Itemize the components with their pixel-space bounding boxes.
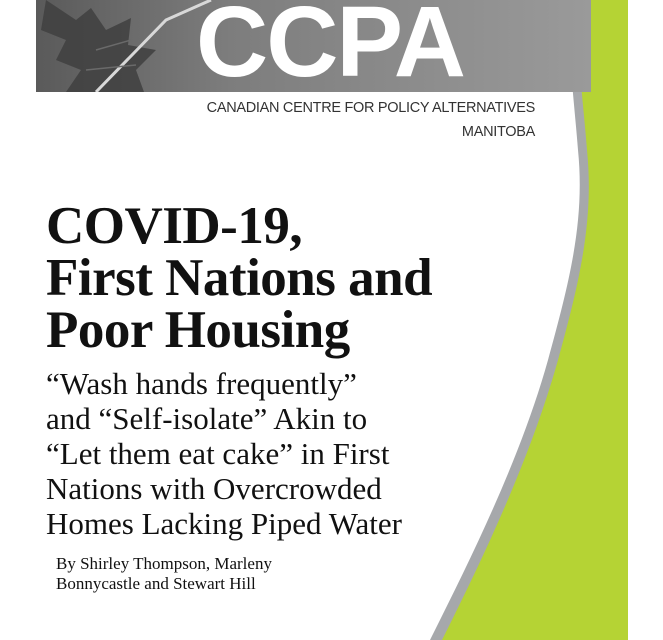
subtitle-line: Homes Lacking Piped Water <box>46 506 402 541</box>
header-banner <box>36 0 591 92</box>
org-name: CANADIAN CENTRE FOR POLICY ALTERNATIVES <box>206 100 535 116</box>
title-line: COVID-19, <box>46 197 303 255</box>
report-title <box>46 197 516 359</box>
right-margin <box>628 0 663 640</box>
author-line: Bonnycastle and Stewart Hill <box>56 574 256 593</box>
subtitle-line: Nations with Overcrowded <box>46 471 382 506</box>
logo-wordmark: CCPA <box>196 0 464 92</box>
subtitle-line: “Let them eat cake” in First <box>46 436 390 471</box>
title-line: First Nations and <box>46 249 433 307</box>
org-region: MANITOBA <box>461 124 535 140</box>
subtitle-line: “Wash hands frequently” <box>46 366 357 401</box>
author-line: By Shirley Thompson, Marleny <box>56 554 272 573</box>
subtitle-line: and “Self-isolate” Akin to <box>46 401 368 436</box>
report-subtitle <box>46 366 466 541</box>
authors <box>56 554 356 594</box>
title-line: Poor Housing <box>46 301 350 359</box>
